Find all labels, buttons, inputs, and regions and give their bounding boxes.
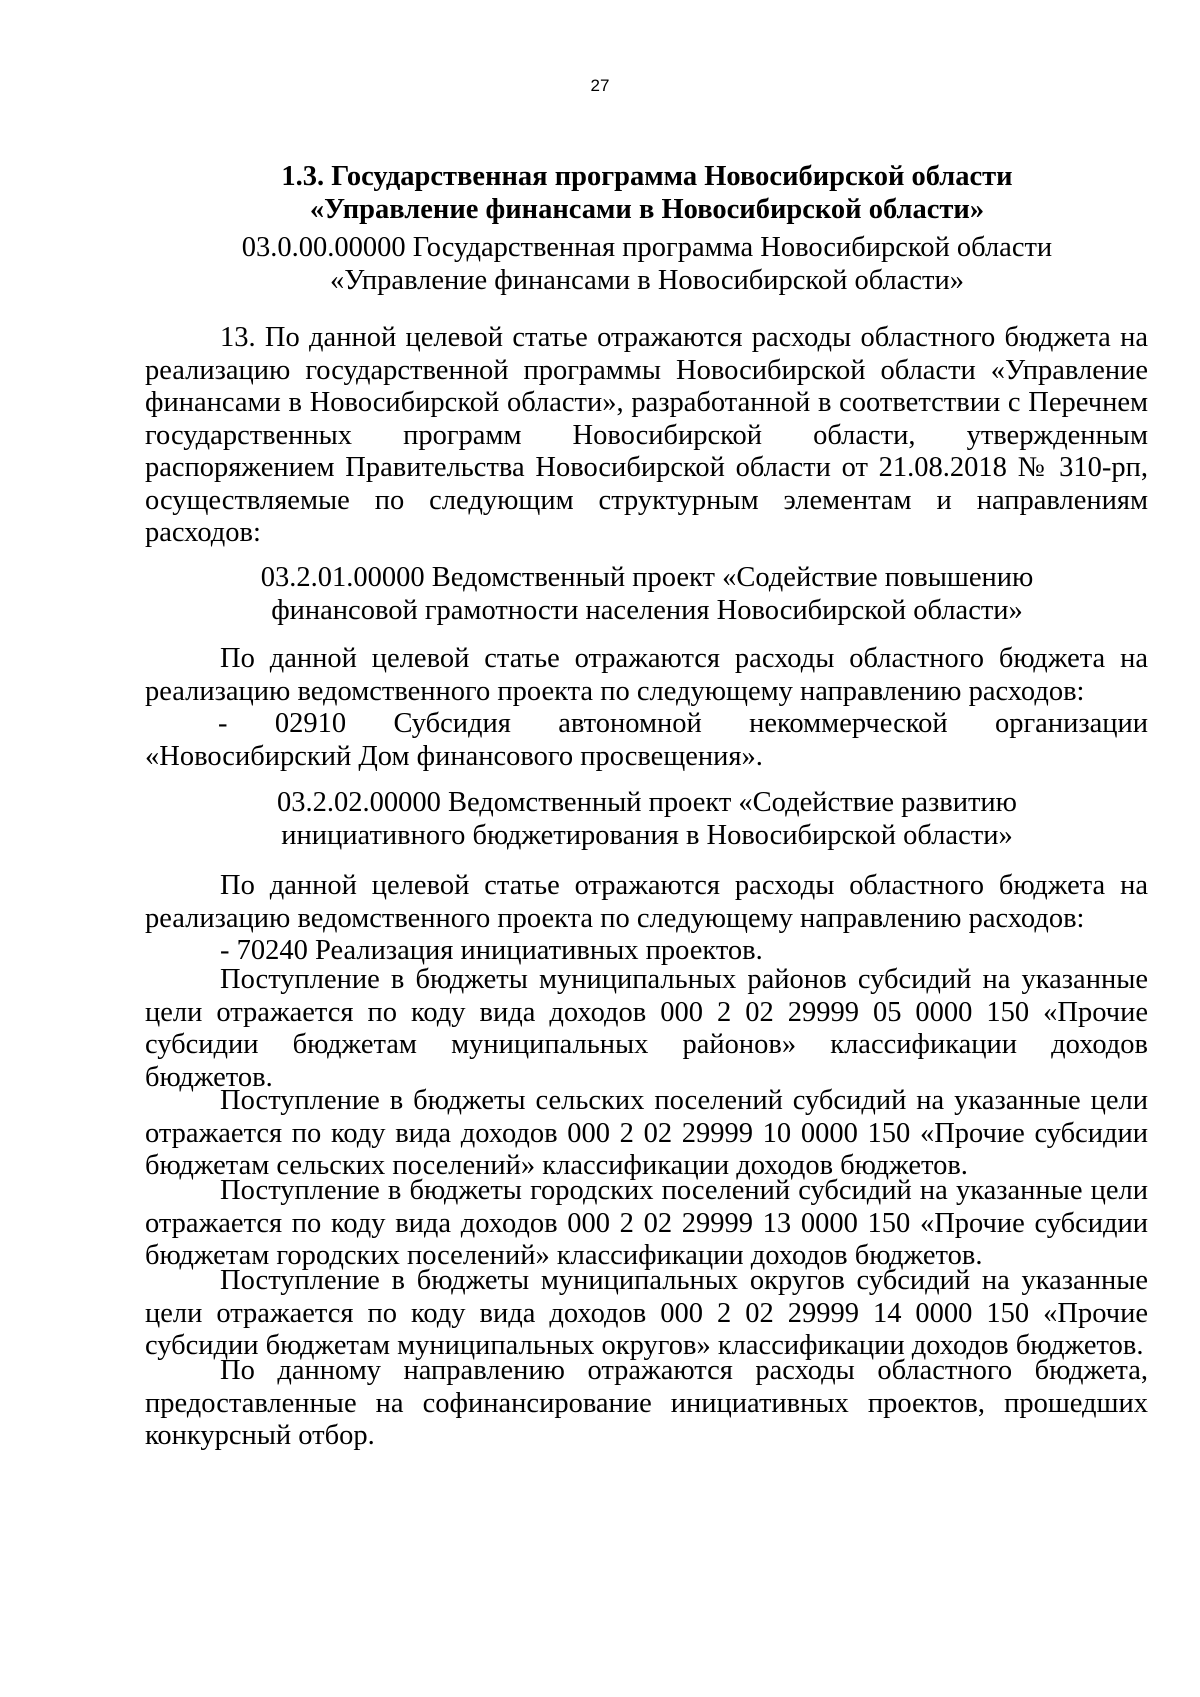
text-line: государственных программ Новосибирской области, утвержденным	[145, 419, 1148, 451]
project2-text	[145, 870, 1148, 968]
text-line: По данному направлению отражаются расходы областного бюджета,	[220, 1355, 1148, 1386]
text-line: Поступление в бюджеты городских поселений субсидий на указанные цели	[220, 1175, 1148, 1206]
text-line: реализацию государственной программы Новосибирской области «Управление	[145, 354, 1148, 386]
text-line: бюджетам городских поселений» классификации доходов бюджетов.	[145, 1240, 983, 1271]
text-line: «Новосибирский Дом финансового просвещения».	[145, 740, 763, 772]
project1-text	[145, 643, 1148, 773]
text-line: финансами в Новосибирской области», разработанной в соответствии с Перечнем	[145, 387, 1148, 418]
text-line: расходов:	[145, 517, 261, 548]
text-line: 13. По данной целевой статье отражаются расходы областного бюджета на	[220, 322, 1148, 353]
project2-heading	[147, 787, 1147, 852]
text-line: реализацию ведомственного проекта по следующему направлению расходов:	[145, 902, 1085, 934]
text-line: отражается по коду вида доходов 000 2 02 29999 10 0000 150 «Прочие субсидии	[145, 1117, 1148, 1149]
project1-heading	[147, 562, 1147, 627]
project-heading-line: инициативного бюджетирования в Новосибирской области»	[281, 819, 1013, 851]
receipts-urban-paragraph	[145, 1175, 1148, 1273]
program-heading-line: «Управление финансами в Новосибирской области»	[330, 264, 964, 296]
expense-direction-line: - 02910 Субсидия автономной некоммерческой организации	[218, 708, 1148, 739]
page-number: 27	[590, 76, 610, 95]
paragraph-13	[145, 322, 1148, 550]
text-line: предоставленные на софинансирование инициативных проектов, прошедших	[145, 1387, 1148, 1419]
text-line: По данной целевой статье отражаются расходы областного бюджета на	[220, 643, 1148, 674]
text-line: реализацию ведомственного проекта по следующему направлению расходов:	[145, 675, 1085, 707]
text-line: осуществляемые по следующим структурным элементам и направлениям	[145, 484, 1148, 516]
text-line: отражается по коду вида доходов 000 2 02 29999 13 0000 150 «Прочие субсидии	[145, 1207, 1148, 1239]
text-line: По данной целевой статье отражаются расходы областного бюджета на	[220, 870, 1148, 901]
text-line: субсидии бюджетам муниципальных районов» классификации доходов	[145, 1029, 1148, 1060]
text-line: Поступление в бюджеты сельских поселений субсидий на указанные цели	[220, 1085, 1148, 1116]
project-heading-line: финансовой грамотности населения Новосибирской области»	[271, 594, 1023, 626]
section-title-line: 1.3. Государственная программа Новосибирской области	[281, 161, 1013, 192]
receipts-okrugs-paragraph	[145, 1265, 1148, 1363]
text-line: субсидии бюджетам муниципальных округов» классификации доходов бюджетов.	[145, 1330, 1144, 1361]
text-line: цели отражается по коду вида доходов 000 2 02 29999 14 0000 150 «Прочие	[145, 1297, 1148, 1329]
text-line: Поступление в бюджеты муниципальных округов субсидий на указанные	[220, 1265, 1148, 1296]
text-line: бюджетов.	[145, 1061, 273, 1093]
text-line: Поступление в бюджеты муниципальных районов субсидий на указанные	[220, 964, 1148, 995]
section-title	[147, 160, 1147, 226]
project-heading-line: 03.2.02.00000 Ведомственный проект «Содействие развитию	[277, 787, 1017, 818]
text-line: цели отражается по коду вида доходов 000 2 02 29999 05 0000 150 «Прочие	[145, 996, 1148, 1028]
text-line: бюджетам сельских поселений» классификации доходов бюджетов.	[145, 1150, 968, 1181]
receipts-rural-paragraph	[145, 1085, 1148, 1183]
text-line: распоряжением Правительства Новосибирской области от 21.08.2018 № 310-рп,	[145, 452, 1148, 483]
program-heading	[147, 232, 1147, 297]
section-title-line: «Управление финансами в Новосибирской области»	[309, 194, 985, 225]
text-line: конкурсный отбор.	[145, 1420, 375, 1451]
project-heading-line: 03.2.01.00000 Ведомственный проект «Содействие повышению	[260, 562, 1034, 593]
receipts-districts-paragraph	[145, 964, 1148, 1094]
expense-direction-line: - 70240 Реализация инициативных проектов.	[220, 935, 763, 966]
cofinancing-paragraph	[145, 1355, 1148, 1453]
program-heading-line: 03.0.00.00000 Государственная программа Новосибирской области	[241, 232, 1053, 263]
